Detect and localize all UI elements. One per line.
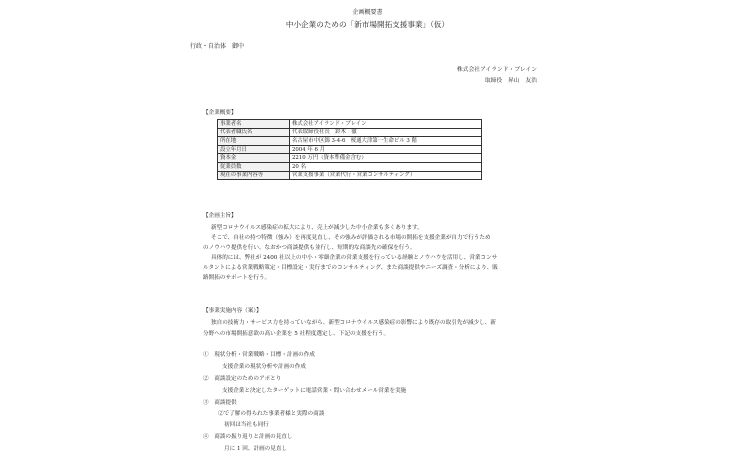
- table-value: 2004 年 6 月: [290, 145, 482, 154]
- table-key: 所在地: [218, 137, 290, 146]
- purpose-line: そこで、自社の持つ特徴（強み）を再度見直し、その強みが評価される市場の開拓を支援企業が自力で行うため: [211, 235, 491, 241]
- table-key: 資本金: [218, 154, 290, 163]
- table-key: 設立年月日: [218, 145, 290, 154]
- plan-item-detail: 初回は当社も同行: [224, 422, 269, 428]
- table-value: 20 名: [290, 162, 482, 171]
- table-row: [218, 128, 482, 137]
- plan-item-detail: 月に 1 回、計画の見直し: [224, 446, 288, 452]
- plan-item-title: ④ 商談の振り返りと計画の見直し: [203, 434, 293, 440]
- plan-item-title: ① 現状分析・営業戦略・目標・計画の作成: [203, 352, 315, 358]
- sender-company: 株式会社アイランド・ブレイン: [456, 67, 537, 73]
- plan-item-title: ③ 商談提供: [203, 400, 237, 406]
- plan-item-title: ② 商談設定のためのアポとり: [203, 376, 282, 382]
- table-value: 名古屋市中区錦 3-4-6 桜通大津第一生命ビル 3 階: [290, 137, 482, 146]
- purpose-line: 新型コロナウイルス感染症の拡大により、売上が減少した中小企業も多くあります。: [211, 225, 423, 231]
- plan-item-detail: 支援企業と決定したターゲットに電話営業・問い合わせメール営業を実施: [222, 388, 407, 394]
- table-value: 株式会社アイランド・ブレイン: [290, 120, 482, 129]
- doc-type-label: 企画概要書: [352, 9, 383, 16]
- table-key: 事業者名: [218, 120, 290, 129]
- plan-item-detail: 支援企業の現状分析や計画の作成: [222, 364, 306, 370]
- overview-heading: 【企業概要】: [203, 110, 237, 116]
- purpose-line: 具体的には、弊社が 2400 社以上の中小・零細企業の営業支援を行っている経験とノウハウを活用し、営業コンサ: [211, 255, 498, 261]
- table-key: 代表者職氏名: [218, 128, 290, 137]
- plan-item-detail: ②で了解の得られた事業者様と実際の商談: [218, 411, 325, 417]
- table-row: [218, 120, 482, 129]
- table-value: 2210 万円（資本準備金含む）: [290, 154, 482, 163]
- table-row: [218, 145, 482, 154]
- doc-title: 中小企業のための「新市場開拓支援事業」（仮）: [285, 20, 450, 29]
- table-row: [218, 162, 482, 171]
- company-overview-table: [217, 119, 482, 180]
- table-row: [218, 154, 482, 163]
- purpose-line: のノウハウ提供を行い、なおかつ商談提供も並行し、短期的な商談先の確保を行う。: [203, 245, 416, 251]
- plan-line: 独自の技術力・サービス力を持っていながら、新型コロナウイルス感染症の影響により既存の取引先が減少し、新: [211, 320, 496, 326]
- table-row: [218, 137, 482, 146]
- sender-person: 取締役 昇山 友浩: [484, 78, 537, 84]
- table-key: 従業員数: [218, 162, 290, 171]
- purpose-line: 路開拓のサポートを行う。: [203, 275, 271, 281]
- plan-heading: 【事業実施内容（案）】: [203, 308, 262, 314]
- recipient-line: 行政・自治体 御中: [190, 43, 245, 50]
- purpose-line: ルタントによる営業戦略策定・目標設定・実行までのコンサルティング、また商談提供やニーズ調査・分析により、販: [203, 265, 498, 271]
- purpose-heading: 【企画主旨】: [203, 213, 237, 219]
- table-row: [218, 171, 482, 180]
- table-key: 現在の事業内容等: [218, 171, 290, 180]
- plan-line: 分野への市場開拓意欲の高い企業を 5 社程度選定し、下記の支援を行う。: [203, 331, 390, 337]
- table-value: 代表取締役社長 鈴木 徹: [290, 128, 482, 137]
- table-value: 営業支援事業（営業代行・営業コンサルティング）: [290, 171, 482, 180]
